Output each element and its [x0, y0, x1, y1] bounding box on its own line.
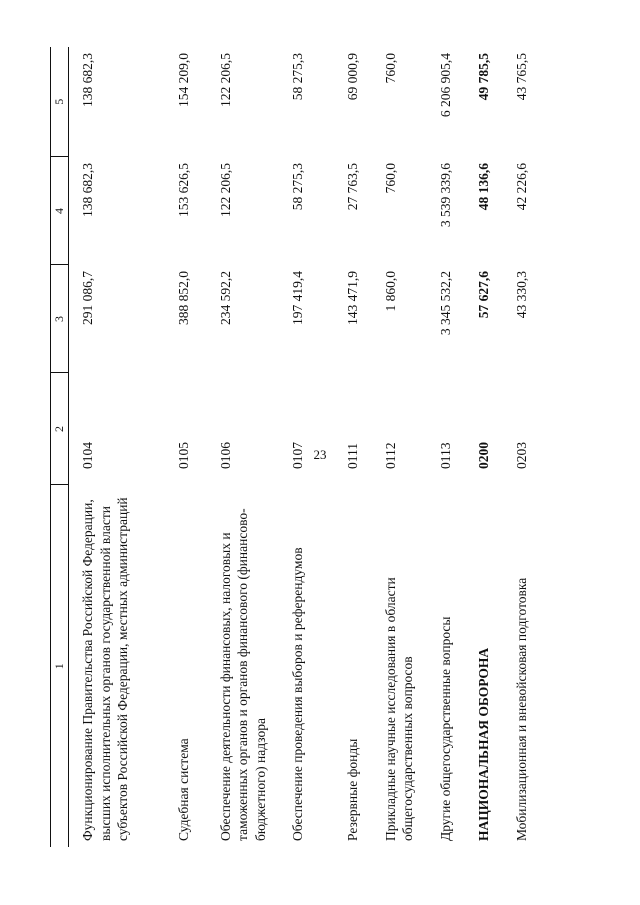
table-row	[427, 47, 465, 847]
column-header: 4	[51, 157, 69, 265]
row-name: Прикладные научные исследования в области общегосударственных вопросов	[382, 577, 416, 841]
row-value-5: 43 765,5	[513, 53, 529, 101]
row-code: 0104	[80, 442, 95, 469]
row-value-4: 42 226,6	[513, 163, 529, 211]
table-header-row	[51, 47, 69, 847]
row-value-5: 122 206,5	[217, 53, 233, 107]
column-header: 5	[51, 47, 69, 157]
row-value-3: 234 592,2	[217, 271, 233, 325]
row-code: 0113	[437, 442, 453, 469]
page-number: 23	[313, 447, 327, 462]
row-value-4: 58 275,3	[289, 163, 305, 211]
table-row	[279, 47, 334, 847]
table-row-section	[465, 47, 503, 847]
row-value-4: 153 626,5	[175, 163, 191, 217]
row-value-3: 388 852,0	[175, 271, 191, 325]
row-value-5: 58 275,3	[289, 53, 305, 101]
table-row	[372, 47, 427, 847]
row-value-4: 138 682,3	[80, 163, 95, 217]
row-name: Резервные фонды	[344, 738, 360, 841]
row-value-5: 138 682,3	[80, 53, 95, 107]
row-name: Обеспечение деятельности финансовых, налоговых и таможенных органов и органов финансового (финансово-бюджетного) надзора	[217, 508, 268, 841]
table-row	[334, 47, 372, 847]
rotated-page-content	[50, 47, 590, 847]
row-value-5: 69 000,9	[344, 53, 360, 101]
row-value-4: 27 763,5	[344, 163, 360, 211]
column-header: 3	[51, 265, 69, 373]
row-code: 0200	[475, 442, 491, 469]
row-name: Судебная система	[175, 738, 191, 841]
column-header: 1	[51, 485, 69, 847]
table-row	[69, 47, 165, 847]
row-value-4: 48 136,6	[475, 163, 491, 211]
row-value-3: 1 860,0	[382, 271, 398, 312]
row-value-5: 154 209,0	[175, 53, 191, 107]
budget-table	[50, 47, 541, 847]
row-value-3: 197 419,4	[289, 271, 305, 325]
row-value-4: 3 539 339,6	[437, 163, 453, 228]
table-row	[503, 47, 541, 847]
row-name: Обеспечение проведения выборов и референдумов	[289, 547, 305, 841]
row-value-3: 143 471,9	[344, 271, 360, 325]
row-value-4: 760,0	[382, 163, 398, 194]
row-code: 0111	[344, 443, 360, 469]
row-name: Мобилизационная и вневойсковая подготовка	[513, 577, 529, 841]
row-code: 0112	[382, 442, 398, 469]
row-value-5: 760,0	[382, 53, 398, 84]
row-value-3: 291 086,7	[80, 271, 95, 325]
row-code: 0106	[217, 442, 233, 469]
row-code: 0105	[175, 442, 191, 469]
table-row	[165, 47, 207, 847]
column-header: 2	[51, 373, 69, 485]
row-value-5: 49 785,5	[475, 53, 491, 101]
row-name: Другие общегосударственные вопросы	[437, 616, 453, 841]
row-code: 0203	[513, 442, 529, 469]
row-value-3: 57 627,6	[475, 271, 491, 319]
row-name: НАЦИОНАЛЬНАЯ ОБОРОНА	[475, 647, 491, 841]
row-value-3: 3 345 532,2	[437, 271, 453, 336]
table-row	[207, 47, 279, 847]
row-value-3: 43 330,3	[513, 271, 529, 319]
row-value-5: 6 206 905,4	[437, 53, 453, 118]
row-code: 0107	[289, 442, 305, 469]
row-name: Функционирование Правительства Российской Федерации, высших исполнительных органов государственной власти субъектов Российской Федерации, местных администраций	[80, 497, 131, 841]
row-value-4: 122 206,5	[217, 163, 233, 217]
